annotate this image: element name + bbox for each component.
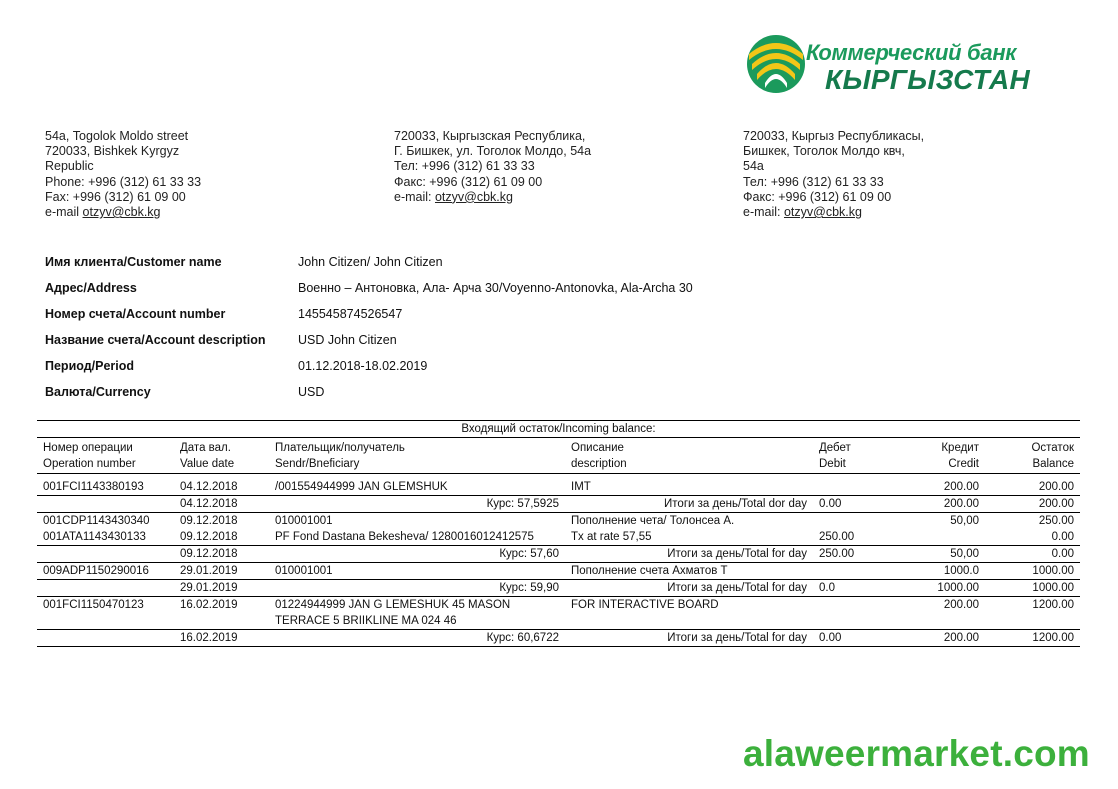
cell-payer: PF Fond Dastana Bekesheva/ 1280016012412575 xyxy=(269,529,565,546)
col-description: Описание description xyxy=(565,438,813,474)
cell-credit xyxy=(905,529,985,546)
bank-emblem-icon xyxy=(743,30,809,94)
cell-date: 09.12.2018 xyxy=(174,529,269,546)
cell-credit: 200.00 xyxy=(905,474,985,496)
daily-total-row xyxy=(37,546,1080,563)
address-line: 54а, Togolok Moldo street xyxy=(45,129,189,143)
address-block-english xyxy=(45,129,201,220)
info-label: Валюта/Currency xyxy=(45,385,151,399)
info-row-currency xyxy=(45,379,693,405)
email-label: e-mail: xyxy=(394,189,435,204)
cell-total-label: Итоги за день/Total for day xyxy=(565,546,813,563)
cell-date: 16.02.2019 xyxy=(174,630,269,647)
bank-logo xyxy=(743,30,1033,100)
table-row xyxy=(37,529,1080,546)
address-line: Тел: +996 (312) 61 33 33 xyxy=(743,174,884,189)
cell-date: 09.12.2018 xyxy=(180,515,238,527)
address-line: Факс: +996 (312) 61 09 00 xyxy=(743,189,892,204)
cell-op: 001CDP1143430340 xyxy=(43,515,150,527)
col-balance: Остаток Balance xyxy=(985,438,1080,474)
info-value: USD John Citizen xyxy=(298,333,397,347)
info-value: 01.12.2018-18.02.2019 xyxy=(298,359,428,373)
cell-date: 29.01.2019 xyxy=(174,563,269,580)
email-line xyxy=(45,205,201,220)
cell-balance: 250.00 xyxy=(1038,515,1074,527)
address-line: 720033, Кыргызская Республика, xyxy=(394,129,586,143)
bank-name-line1: Коммерческий банк xyxy=(806,40,1017,65)
incoming-balance: Входящий остаток/Incoming balance: xyxy=(37,421,1080,438)
cell-credit: 50,00 xyxy=(950,515,979,527)
address-block-kyrgyz xyxy=(743,129,924,220)
table-row xyxy=(37,474,1080,496)
daily-total-row xyxy=(37,496,1080,513)
cell-op: 001ATA1143430133 xyxy=(37,529,174,546)
table-header xyxy=(37,438,1080,474)
cell-date: 04.12.2018 xyxy=(174,496,269,513)
info-label: Имя клиента/Customer name xyxy=(45,255,222,269)
address-line: 54а xyxy=(743,159,764,174)
address-line: Бишкек, Тоголок Молдо квч, xyxy=(743,144,905,159)
daily-total-row xyxy=(37,630,1080,647)
cell-debit xyxy=(813,513,905,530)
cell-payer: 010001001 xyxy=(269,563,565,580)
info-label: Номер счета/Account number xyxy=(45,307,226,321)
cell-balance: 1200.00 xyxy=(985,597,1080,630)
cell-date: 04.12.2018 xyxy=(174,474,269,496)
cell-payer: /001554944999 JAN GLEMSHUK xyxy=(269,474,565,496)
cell-credit: 200.00 xyxy=(905,597,985,630)
address-block-russian xyxy=(394,129,591,205)
cell-debit: 250.00 xyxy=(813,529,905,546)
info-value: 145545874526547 xyxy=(298,307,403,321)
cell-debit xyxy=(813,597,905,630)
cell-debit: 0.00 xyxy=(813,630,905,647)
info-value: John Citizen/ John Citizen xyxy=(298,255,443,269)
cell-balance: 1000.00 xyxy=(985,580,1080,597)
cell-credit: 50,00 xyxy=(905,546,985,563)
cell-credit: 200.00 xyxy=(905,630,985,647)
cell-date: 29.01.2019 xyxy=(174,580,269,597)
info-row-account-description xyxy=(45,327,693,353)
address-line: Fax: +996 (312) 61 09 00 xyxy=(45,189,186,204)
cell-total-label: Итоги за день/Total for day xyxy=(565,580,813,597)
col-debit: Дебет Debit xyxy=(813,438,905,474)
address-line: Тел: +996 (312) 61 33 33 xyxy=(394,159,535,174)
statement-table xyxy=(37,420,1080,647)
watermark: alaweermarket.com xyxy=(743,733,1090,774)
address-line: Г. Бишкек, ул. Тоголок Молдо, 54а xyxy=(394,144,592,159)
email-line xyxy=(394,190,591,205)
cell-credit: 1000.00 xyxy=(905,580,985,597)
table-row xyxy=(37,563,1080,580)
cell-payer: 01224944999 JAN G LEMESHUK 45 MASON TERRACE 5 BRIIKLINE MA 024 46 xyxy=(269,597,565,630)
bank-name-line2: КЫРГЫЗСТАН xyxy=(825,64,1031,95)
cell-rate: Курс: 57,60 xyxy=(269,546,565,563)
email-line xyxy=(743,205,924,220)
cell-desc: FOR INTERACTIVE BOARD xyxy=(565,597,813,630)
cell-debit xyxy=(813,563,905,580)
col-credit: Кредит Credit xyxy=(905,438,985,474)
client-info xyxy=(45,249,693,405)
info-label: Период/Period xyxy=(45,359,135,373)
email-link[interactable]: otzyv@cbk.kg xyxy=(82,205,161,220)
cell-desc: IMT xyxy=(565,474,813,496)
address-line: Republic xyxy=(45,159,94,174)
cell-balance: 0.00 xyxy=(985,529,1080,546)
info-row-account-number xyxy=(45,301,693,327)
info-label: Название счета/Account description xyxy=(45,333,266,347)
cell-desc: Tx at rate 57,55 xyxy=(565,529,813,546)
cell-debit: 0.00 xyxy=(813,496,905,513)
cell-desc: Пополнение счета Ахматов Т xyxy=(565,563,813,580)
email-link[interactable]: otzyv@cbk.kg xyxy=(783,205,862,220)
email-label: e-mail: xyxy=(743,205,784,220)
cell-date: 16.02.2019 xyxy=(174,597,269,630)
cell-op: 009ADP1150290016 xyxy=(37,563,174,580)
info-row-address xyxy=(45,275,693,301)
cell-credit: 200.00 xyxy=(905,496,985,513)
address-line: Факс: +996 (312) 61 09 00 xyxy=(394,174,543,189)
col-op-number: Номер операции Operation number xyxy=(37,438,174,474)
cell-balance: 200.00 xyxy=(985,496,1080,513)
address-line: 720033, Кыргыз Республикасы, xyxy=(743,129,925,143)
cell-op: 001FCI1143380193 xyxy=(37,474,174,496)
info-value: USD xyxy=(298,385,325,399)
info-row-period xyxy=(45,353,693,379)
cell-balance: 1000.00 xyxy=(985,563,1080,580)
cell-payer: 010001001 xyxy=(275,515,333,527)
cell-rate: Курс: 59,90 xyxy=(269,580,565,597)
table-row xyxy=(37,597,1080,630)
cell-credit: 1000.0 xyxy=(905,563,985,580)
address-line: 720033, Bishkek Kyrgyz xyxy=(45,144,180,159)
cell-balance: 1200.00 xyxy=(985,630,1080,647)
daily-total-row xyxy=(37,580,1080,597)
email-label: e-mail xyxy=(45,205,83,220)
cell-total-label: Итоги за день/Total for day xyxy=(565,630,813,647)
cell-rate: Курс: 57,5925 xyxy=(269,496,565,513)
cell-debit: 250.00 xyxy=(813,546,905,563)
cell-balance: 200.00 xyxy=(985,474,1080,496)
col-value-date: Дата вал. Value date xyxy=(174,438,269,474)
address-line: Phone: +996 (312) 61 33 33 xyxy=(45,174,202,189)
cell-debit xyxy=(813,474,905,496)
info-label: Адрес/Address xyxy=(45,281,137,295)
cell-op: 001FCI1150470123 xyxy=(37,597,174,630)
info-value: Военно – Антоновка, Ала- Арча 30/Voyenno-Antonovka, Ala-Archa 30 xyxy=(298,281,693,295)
incoming-balance-row xyxy=(37,421,1080,438)
table-row xyxy=(37,513,1080,530)
cell-rate: Курс: 60,6722 xyxy=(269,630,565,647)
cell-debit: 0.0 xyxy=(813,580,905,597)
cell-date: 09.12.2018 xyxy=(174,546,269,563)
cell-desc: Пополнение чета/ Толонсеа А. xyxy=(571,515,735,527)
col-payer: Плательщик/получатель Sendr/Bneficiary xyxy=(269,438,565,474)
cell-balance: 0.00 xyxy=(985,546,1080,563)
cell-total-label: Итоги за день/Total dor day xyxy=(565,496,813,513)
email-link[interactable]: otzyv@cbk.kg xyxy=(434,189,513,204)
info-row-customer-name xyxy=(45,249,693,275)
